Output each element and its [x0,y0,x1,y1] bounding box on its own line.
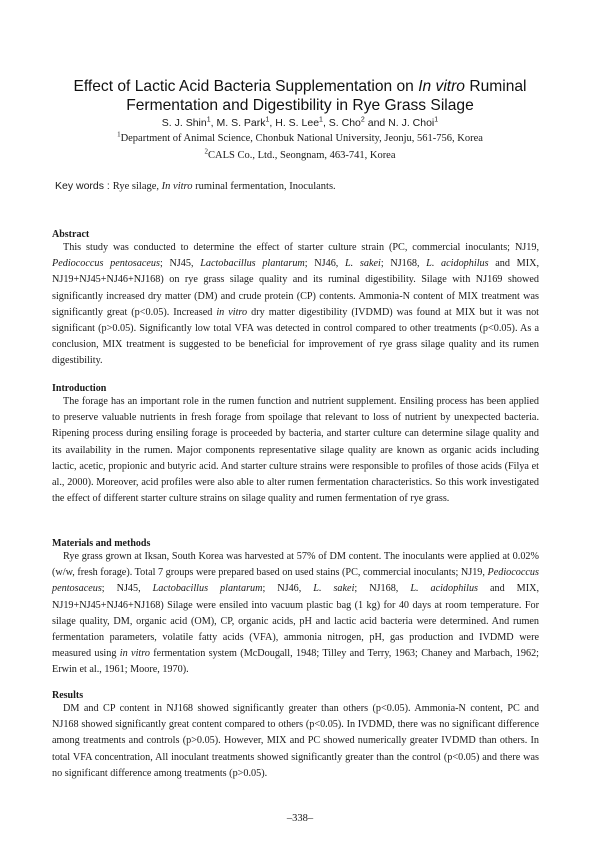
methods-body: Rye grass grown at Iksan, South Korea was harvested at 57% of DM content. The inoculants were applied at 0.02% (w/w, fresh forage). Total 7 groups were prepared based on used stains (PC, commercial inoculants; NJ19, Pediococcus pentosaceus; NJ45, Lactobacillus plantarum; NJ46, L. sakei; NJ168, L. acidophilus and MIX, NJ19+NJ45+NJ46+NJ168) Silage were ensiled into vacuum plastic bag (1 kg) for 40 days at room temperature. For silage quality, DM, organic acid (OM), CP, organic acids, pH and lactic acid bacteria were determined. And rumen fermentation parameters, volatile fatty acids (VFA), ammonia nitrogen, pH, gas production and IVDMD were measured using in vitro fermentation system (McDougall, 1948; Tilley and Terry, 1963; Chaney and Marbach, 1962; Erwin et al., 1961; Moore, 1970). [52,551,540,676]
paper-title-line-1: Effect of Lactic Acid Bacteria Supplementation on In vitro Ruminal [73,78,527,95]
introduction-body: The forage has an important role in the rumen function and nutrient supplement. Ensiling process has been applied to preserve valuable nutrients in fresh forage from spoilage that relevant to loss of nutrient by unexpected bacteria. Ripening process during ensiling forage is proceeded by bacteria, and starter culture can determine silage quality and its availability in the rumen. Major components representative silage quality are known as organic acids including lactic, acetic, propionic and butyric acid. And starter culture strains were responsible to profiles of those acids (Filya et al., 2000). Moreover, acid profiles were also able to alter rumen fermentation characteristics. So this work investigated the effect of different starter culture strains on silage quality and rumen fermentation of rye grass. [52,396,539,505]
results-body: DM and CP content in NJ168 showed significantly greater than others (p<0.05). Ammonia-N content, PC and NJ168 showed significantly great content compared to others (p<0.05). In IVDMD, there was no significant difference among treatments and controls (p>0.05). However, MIX and PC showed numerically greater IVDMD than others. In total VFA concentration, All inoculant treatments showed significantly greater than the control (p<0.05) and there was no significant difference among treatments (p>0.05). [52,703,539,779]
page-number: –338– [286,813,314,824]
methods-heading: Materials and methods [52,538,151,549]
paper-title-line-2: Fermentation and Digestibility in Rye Grass Silage [126,97,474,114]
results-heading: Results [52,690,84,701]
keywords: Key words : Rye silage, In vitro ruminal fermentation, Inoculants. [55,180,336,192]
introduction-heading: Introduction [52,383,107,394]
keywords-label: Key words : [55,180,113,192]
abstract-body: This study was conducted to determine the effect of starter culture strain (PC, commercial inoculants; NJ19, Pediococcus pentosaceus; NJ45, Lactobacillus plantarum; NJ46, L. sakei; NJ168, L. acidophilus and MIX, NJ19+NJ45+NJ46+NJ168) on rye grass silage quality and its ruminal digestibility. Silage with NJ169 showed significantly increased dry matter (DM) and crude protein (CP) contents. Ammonia-N content of MIX treatment was significantly great (p<0.05). Increased in vitro dry matter digestibility (IVDMD) was found at MIX but it was not significant (p>0.05). Significantly low total VFA was detected in control compared to other treatments (p<0.05). As a conclusion, MIX treatment is suggested to be beneficial for improvement of rye grass silage quality and its rumen digestibility. [52,242,540,367]
author-list: S. J. Shin$^1$, M. S. Park$^1$, H. S. Lee$^1$, S. Cho$^2$ and N. J. Choi$^1$ [161,116,439,129]
affiliation-1: $^1$Department of Animal Science, Chonbuk National University, Jeonju, 561-756, Korea [117,130,483,144]
affiliation-2: $^2$CALS Co., Ltd., Seongnam, 463-741, Korea [204,147,396,161]
abstract-heading: Abstract [52,229,90,240]
